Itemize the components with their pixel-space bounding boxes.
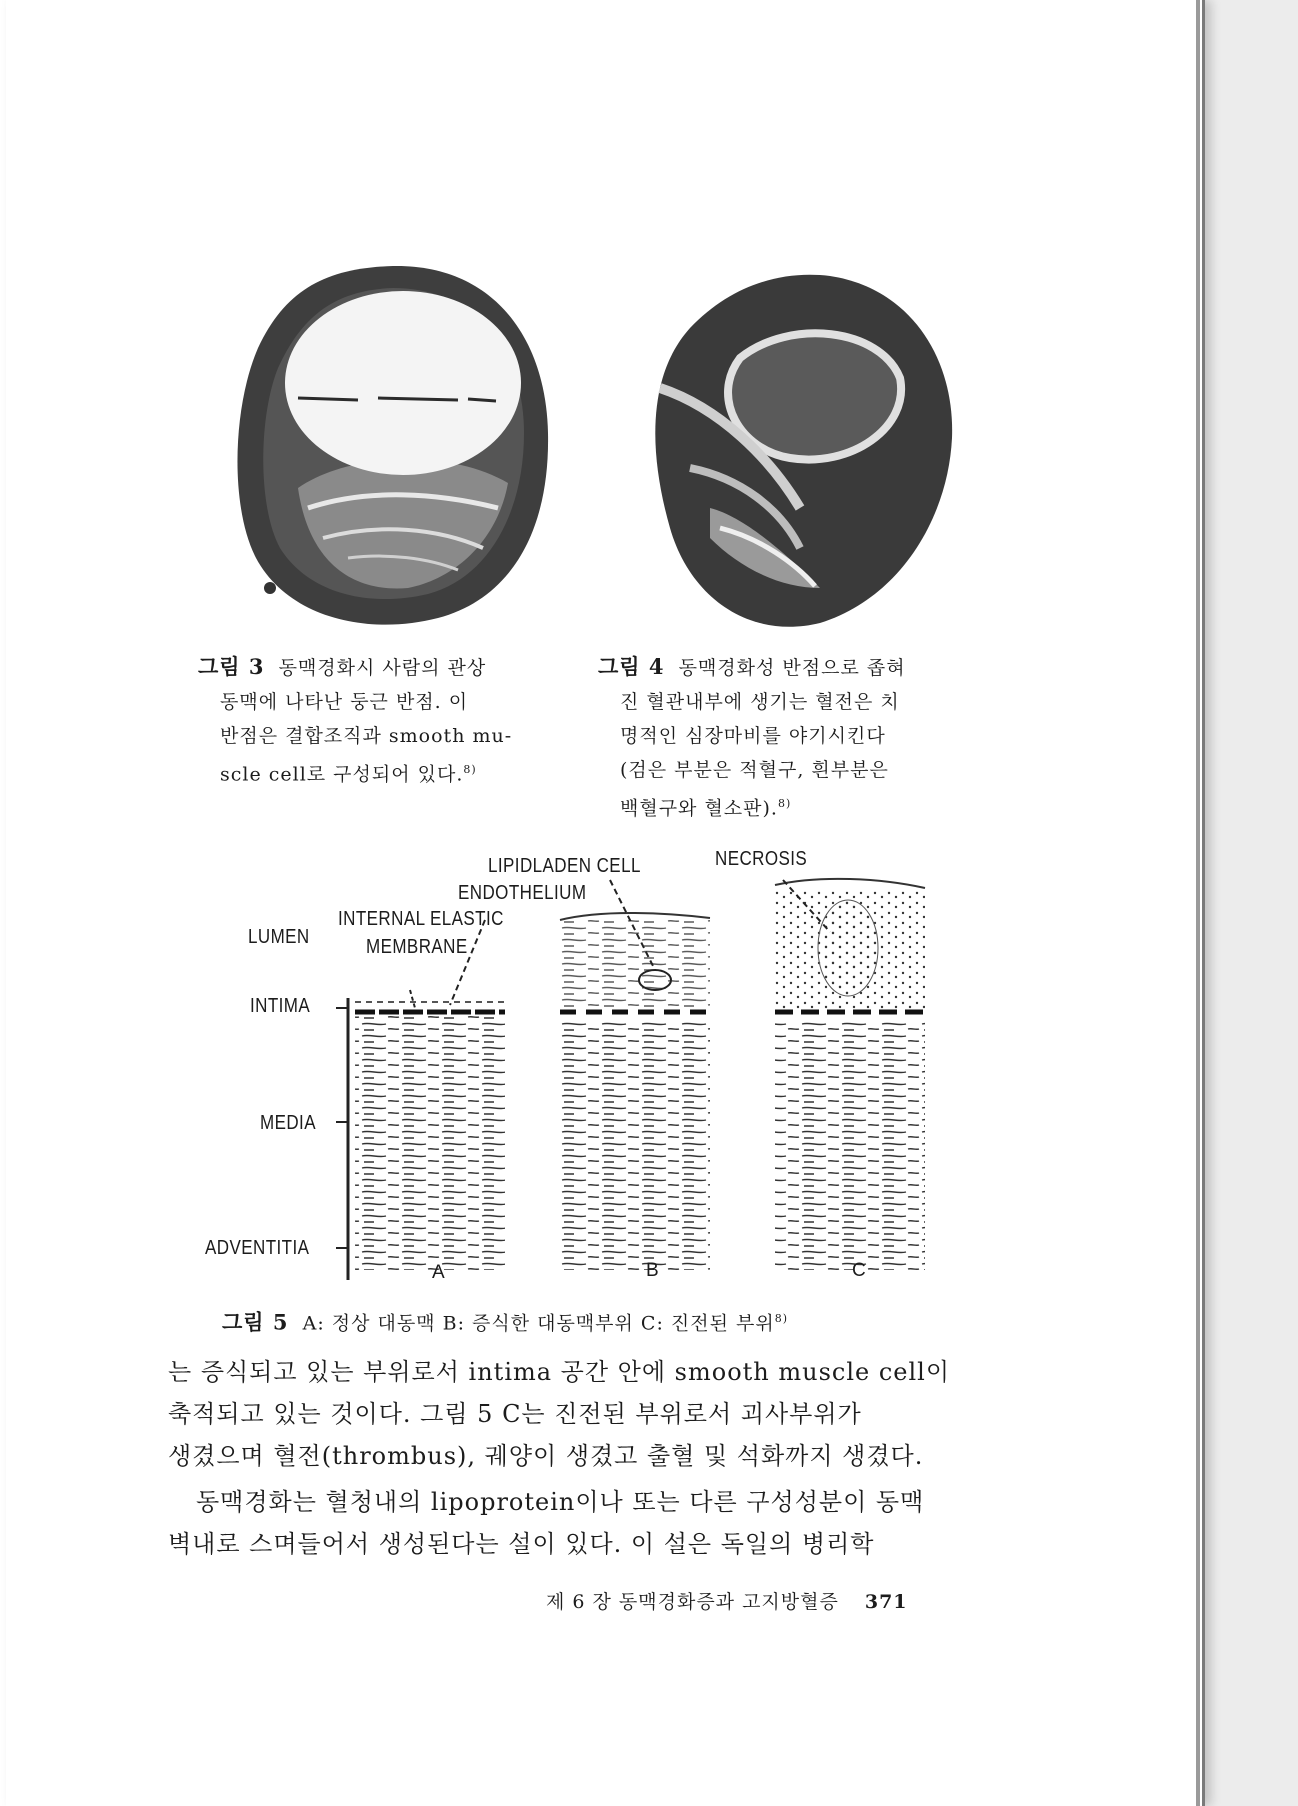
figure5-ref: 8) [774, 1312, 789, 1325]
label-intima: INTIMA [250, 995, 311, 1017]
body-line-2: 축적되고 있는 것이다. 그림 5 C는 진전된 부위로서 괴사부위가 [168, 1400, 862, 1428]
page-number: 371 [864, 1591, 908, 1613]
label-adventitia: ADVENTITIA [205, 1237, 310, 1259]
body-line-4: 동맥경화는 혈청내의 lipoprotein이나 또는 다른 구성성분이 동맥 [196, 1488, 925, 1516]
figure3-line-3: 반점은 결합조직과 smooth mu- [220, 725, 513, 747]
figure4-label: 그림 4 [598, 654, 665, 679]
figure5-caption-text: A: 정상 대동맥 B: 증식한 대동맥부위 C: 진전된 부위 [302, 1312, 775, 1335]
figure3-ref: 8) [463, 763, 477, 776]
panel-label-c: C [852, 1260, 866, 1281]
figure3-line-4: scle cell로 구성되어 있다. [220, 763, 464, 786]
figure3-label: 그림 3 [198, 654, 265, 679]
label-membrane: MEMBRANE [366, 936, 468, 958]
body-line-1: 는 증식되고 있는 부위로서 intima 공간 안에 smooth muscle cell이 [168, 1358, 951, 1386]
panel-label-b: B [646, 1260, 659, 1281]
figure3-line-2: 동맥에 나타난 둥근 반점. 이 [220, 691, 469, 713]
figure4-line-4: (검은 부분은 적혈구, 흰부분은 [620, 759, 889, 781]
figure4-line-2: 진 혈관내부에 생기는 혈전은 치 [620, 691, 900, 713]
page-gutter [1205, 0, 1298, 1806]
page-edge [1196, 0, 1200, 1806]
label-lumen: LUMEN [248, 926, 310, 948]
figure4-caption [598, 650, 978, 825]
label-media: MEDIA [260, 1112, 316, 1134]
label-lipidladen-cell: LIPIDLADEN CELL [488, 855, 641, 877]
chapter-title: 제 6 장 동맥경화증과 고지방혈증 [546, 1591, 839, 1613]
figure4-line-1: 동맥경화성 반점으로 좁혀 [678, 657, 906, 679]
figure3-line-1: 동맥경화시 사람의 관상 [278, 657, 487, 679]
panel-label-a: A [432, 1262, 445, 1283]
label-internal-elastic: INTERNAL ELASTIC [338, 908, 504, 930]
figure5-label: 그림 5 [222, 1309, 289, 1335]
label-necrosis: NECROSIS [715, 848, 808, 870]
figure5-diagram [200, 840, 1000, 1290]
figure5-caption [222, 1302, 982, 1340]
figure4-micrograph [630, 268, 960, 638]
page-footer [546, 1587, 908, 1614]
body-line-5: 벽내로 스며들어서 생성된다는 설이 있다. 이 설은 독일의 병리학 [168, 1530, 875, 1558]
figure3-micrograph [228, 258, 558, 638]
figure4-ref: 8) [777, 797, 792, 810]
figure3-caption [198, 650, 558, 791]
body-line-3: 생겼으며 혈전(thrombus), 궤양이 생겼고 출혈 및 석화까지 생겼다. [168, 1442, 924, 1470]
figure4-line-3: 명적인 심장마비를 야기시킨다 [620, 725, 886, 747]
label-endothelium: ENDOTHELIUM [458, 882, 587, 904]
figure4-line-5: 백혈구와 혈소판). [620, 797, 778, 820]
